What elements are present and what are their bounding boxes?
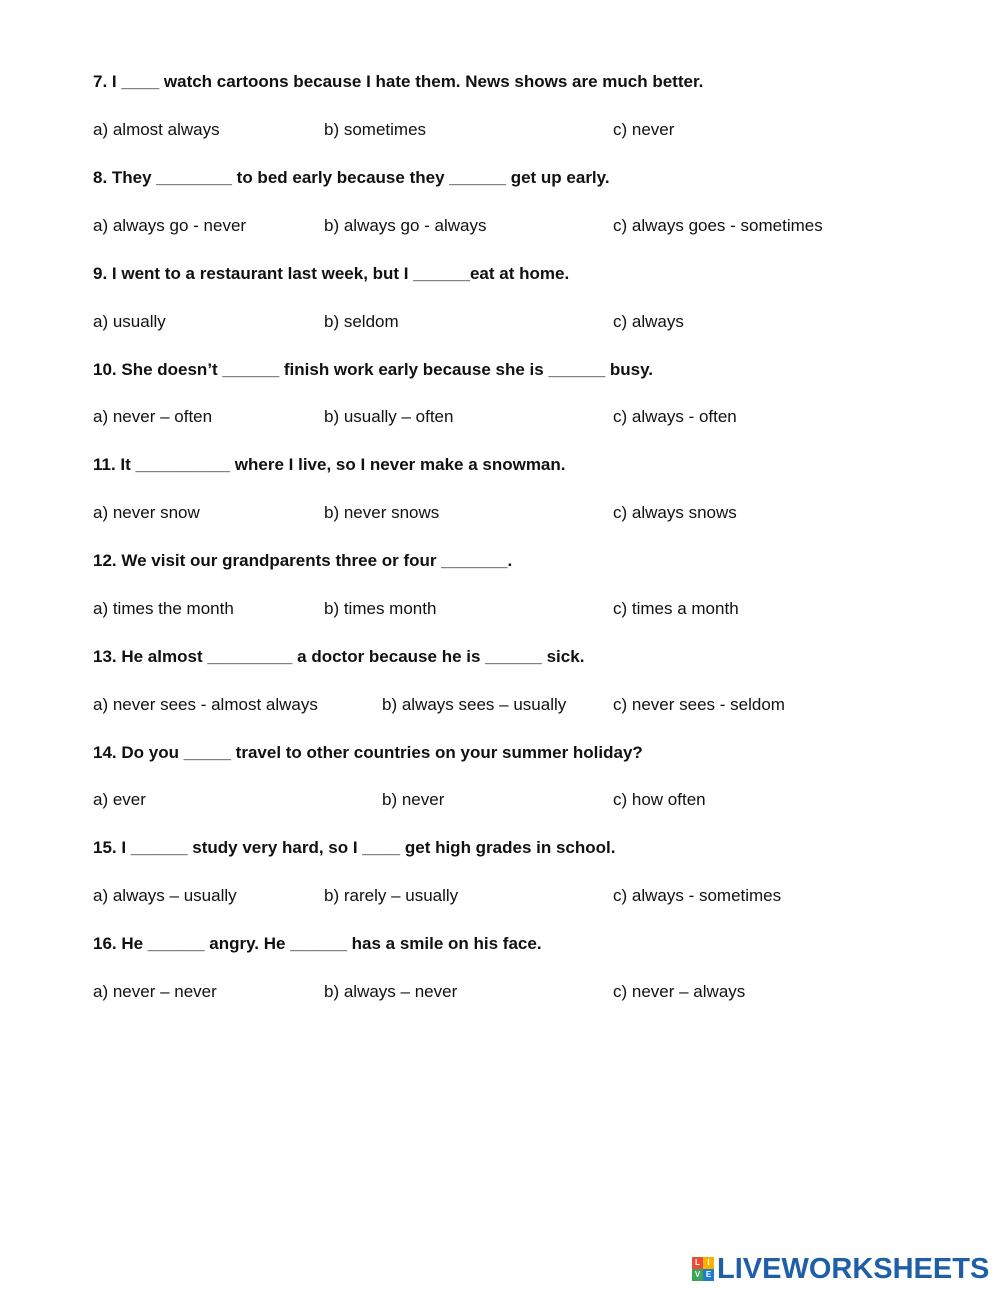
options-row-11 <box>0 503 1000 523</box>
option-a[interactable]: a) never sees - almost always <box>93 695 318 714</box>
question-14: 14. Do you _____ travel to other countries on your summer holiday? <box>93 743 643 762</box>
options-row-16 <box>0 982 1000 1002</box>
options-row-10 <box>0 407 1000 427</box>
option-b[interactable]: b) never snows <box>324 503 440 522</box>
question-11: 11. It __________ where I live, so I never make a snowman. <box>93 455 566 474</box>
question-7: 7. I ____ watch cartoons because I hate them. News shows are much better. <box>93 72 704 91</box>
question-9: 9. I went to a restaurant last week, but I ______eat at home. <box>93 264 570 283</box>
question-15: 15. I ______ study very hard, so I ____ get high grades in school. <box>93 838 616 857</box>
option-c[interactable]: c) always <box>613 312 684 331</box>
option-a[interactable]: a) ever <box>93 790 146 809</box>
option-c[interactable]: c) never <box>613 120 675 139</box>
question-10: 10. She doesn’t ______ finish work early because she is ______ busy. <box>93 360 654 379</box>
option-b[interactable]: b) usually – often <box>324 407 454 426</box>
option-c[interactable]: c) always goes - sometimes <box>613 216 823 235</box>
option-a[interactable]: a) never snow <box>93 503 200 522</box>
option-a[interactable]: a) always – usually <box>93 886 237 905</box>
option-b[interactable]: b) always go - always <box>324 216 487 235</box>
option-b[interactable]: b) rarely – usually <box>324 886 459 905</box>
option-a[interactable]: a) times the month <box>93 599 234 618</box>
options-row-8 <box>0 216 1000 236</box>
option-c[interactable]: c) always snows <box>613 503 737 522</box>
options-row-15 <box>0 886 1000 906</box>
option-c[interactable]: c) how often <box>613 790 706 809</box>
option-b[interactable]: b) sometimes <box>324 120 427 139</box>
option-a[interactable]: a) never – often <box>93 407 213 426</box>
options-row-13 <box>0 695 1000 715</box>
logo-mark-icon: L I V E <box>692 1257 714 1281</box>
liveworksheets-logo <box>692 1254 989 1284</box>
option-b[interactable]: b) always – never <box>324 982 458 1001</box>
options-row-7 <box>0 120 1000 140</box>
question-16: 16. He ______ angry. He ______ has a smile on his face. <box>93 934 542 953</box>
question-13: 13. He almost _________ a doctor because he is ______ sick. <box>93 647 585 666</box>
option-c[interactable]: c) always - often <box>613 407 737 426</box>
options-row-9 <box>0 312 1000 332</box>
options-row-12 <box>0 599 1000 619</box>
logo-text: LIVEWORKSHEETS <box>717 1253 990 1285</box>
question-12: 12. We visit our grandparents three or four _______. <box>93 551 513 570</box>
option-a[interactable]: a) always go - never <box>93 216 247 235</box>
option-b[interactable]: b) times month <box>324 599 437 618</box>
option-b[interactable]: b) seldom <box>324 312 399 331</box>
option-a[interactable]: a) almost always <box>93 120 220 139</box>
option-c[interactable]: c) never sees - seldom <box>613 695 785 714</box>
option-c[interactable]: c) times a month <box>613 599 739 618</box>
option-b[interactable]: b) always sees – usually <box>382 695 567 714</box>
option-c[interactable]: c) never – always <box>613 982 746 1001</box>
option-b[interactable]: b) never <box>382 790 445 809</box>
option-a[interactable]: a) never – never <box>93 982 217 1001</box>
option-a[interactable]: a) usually <box>93 312 166 331</box>
question-8: 8. They ________ to bed early because they ______ get up early. <box>93 168 610 187</box>
option-c[interactable]: c) always - sometimes <box>613 886 782 905</box>
options-row-14 <box>0 790 1000 810</box>
